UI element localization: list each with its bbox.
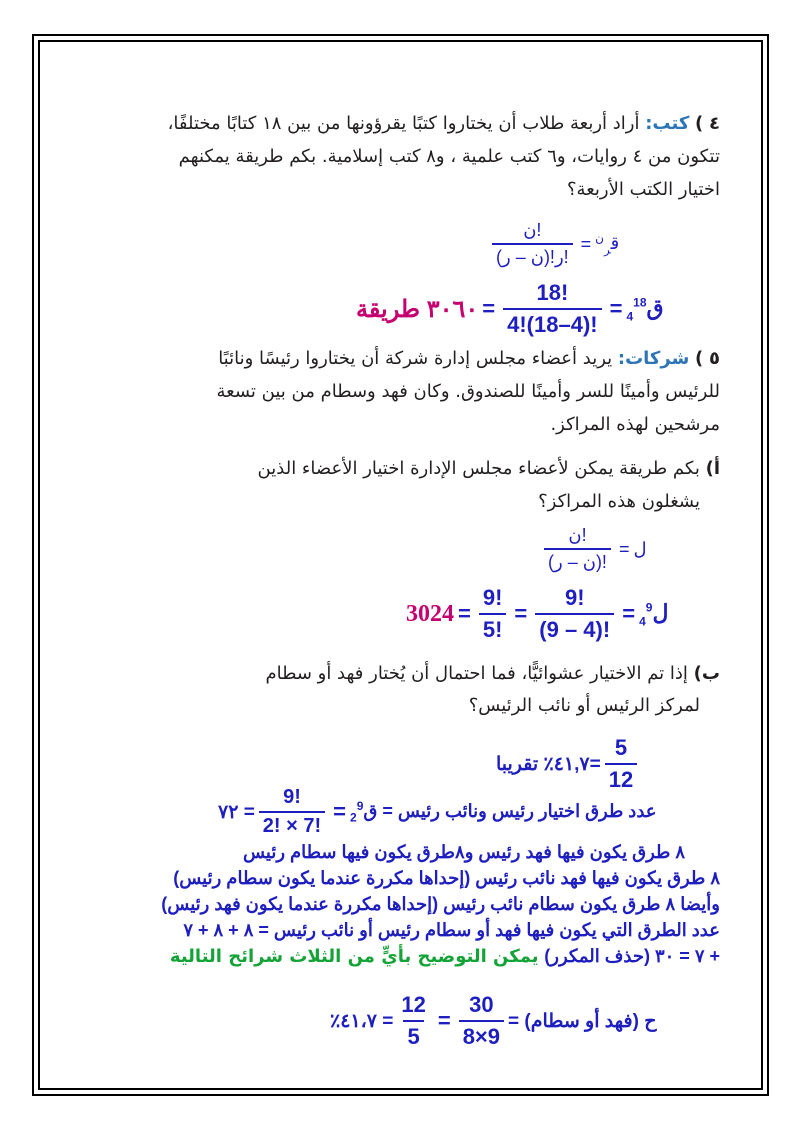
q4-combination-formula: $\frac{\text{ن!}}{\text{(ن – ر)!ر!}}$ = ق$_ر^ن$ bbox=[488, 220, 619, 268]
solution-line2: ٨ طرق يكون فيها فهد رئيس و٨طرق يكون فيها سطام رئيس bbox=[242, 842, 685, 862]
q4-calculation: ٣٠٦٠ طريقة = $\frac{18!}{4!(18-4)!}$ = ق$_4^{18}$ bbox=[356, 280, 664, 337]
q5-text-3: مرشحين لهذه المراكز. bbox=[550, 414, 720, 435]
solution-line6 bbox=[170, 944, 720, 969]
q5-perm-fraction: $\frac{\text{ن!}}{\text{(ن – ر)!}}$ bbox=[544, 525, 611, 573]
q4-number: ٤ bbox=[709, 113, 720, 134]
q4-text-1: أراد أربعة طلاب أن يختاروا كتبًا يقرؤونها من بين ١٨ كتابًا مختلفًا، bbox=[167, 113, 640, 134]
solution-line4: وأيضا ٨ طرق يكون سطام نائب رئيس (إحداها مكررة عندما يكون فهد رئيس) bbox=[161, 894, 720, 914]
q5b-text-1: إذا تم الاختيار عشوائيًّا، فما احتمال أن يُختار فهد أو سطام bbox=[265, 663, 688, 684]
q5-number: ٥ bbox=[709, 348, 720, 369]
q5b-label: ب) bbox=[693, 663, 720, 684]
q5a-text-2: يشغلون هذه المراكز؟ bbox=[538, 491, 700, 512]
solution-line1: = ٧٢ $\frac{9!}{2! \times 7!}$ = عدد طرق اختيار رئيس ونائب رئيس = ق$_2^9$ bbox=[218, 786, 657, 837]
q4-label: كتب: bbox=[645, 113, 690, 134]
solution-final-probability: = ٤١،٧٪ $\frac{12}{5}$ = $\frac{30}{8\times 9}$ ح (فهد أو سطام) = bbox=[330, 992, 657, 1049]
q5b-prob-text: =٤١,٧٪ تقريبا bbox=[496, 753, 601, 775]
q4-calc-fraction: $\frac{18!}{4!(18-4)!}$ bbox=[503, 280, 601, 338]
q4-text-3: اختيار الكتب الأربعة؟ bbox=[567, 179, 720, 200]
q5-permutation-formula: $\frac{\text{ن!}}{\text{(ن – ر)!}}$ = ل bbox=[540, 525, 647, 573]
q5b-text-2: لمركز الرئيس أو نائب الرئيس؟ bbox=[468, 695, 700, 716]
q4-text-2: تتكون من ٤ روايات، و٦ كتب علمية ، و٨ كتب إسلامية. بكم طريقة يمكنهم bbox=[178, 146, 720, 167]
q4-answer: ٣٠٦٠ طريقة bbox=[356, 295, 479, 323]
q4-line1: ٤ ) كتب: أراد أربعة طلاب أن يختاروا كتبًا يقرؤونها من بين ١٨ كتابًا مختلفًا، bbox=[167, 113, 720, 134]
q5a-line1 bbox=[258, 457, 720, 481]
solution-line3: ٨ طرق يكون فيها فهد نائب رئيس (إحداها مكررة عندما يكون سطام رئيس) bbox=[173, 868, 720, 888]
q5-permutation-calculation: 3024 = $\frac{9!}{5!}$ = $\frac{9!}{(9 - 4)!}$ = ل$_4^9$ bbox=[406, 585, 669, 642]
solution-line6-green: يمكن التوضيح بأيٍّ من الثلاث شرائح التالية bbox=[169, 946, 539, 967]
solution-line6-blue: + ٧ = ٣٠ (حذف المكرر) bbox=[544, 946, 720, 966]
q5b-prob-fraction: $\frac{5}{12}$ bbox=[605, 735, 637, 793]
q4-formula-fraction: $\frac{\text{ن!}}{\text{(ن – ر)!ر!}}$ bbox=[492, 220, 573, 268]
q5-text-1: يريد أعضاء مجلس إدارة شركة أن يختاروا رئيسًا ونائبًا bbox=[218, 348, 613, 369]
q5a-label: أ) bbox=[705, 458, 720, 479]
q5-perm-answer: 3024 bbox=[406, 600, 454, 627]
q5a-text-1: بكم طريقة يمكن لأعضاء مجلس الإدارة اختيار الأعضاء الذين bbox=[257, 458, 700, 479]
q5b-line1 bbox=[265, 662, 720, 686]
solution-line5: عدد الطرق التي يكون فيها فهد أو سطام رئيس أو نائب رئيس = ٨ + ٨ + ٧ bbox=[183, 920, 720, 940]
q5b-probability bbox=[496, 735, 641, 793]
q5-label: شركات: bbox=[617, 348, 690, 369]
q5-text-2: للرئيس وأمينًا للسر وأمينًا للصندوق. وكان فهد وسطام من بين تسعة bbox=[216, 381, 720, 402]
q5-line1: ٥ ) شركات: يريد أعضاء مجلس إدارة شركة أن يختاروا رئيسًا ونائبًا bbox=[218, 348, 720, 369]
